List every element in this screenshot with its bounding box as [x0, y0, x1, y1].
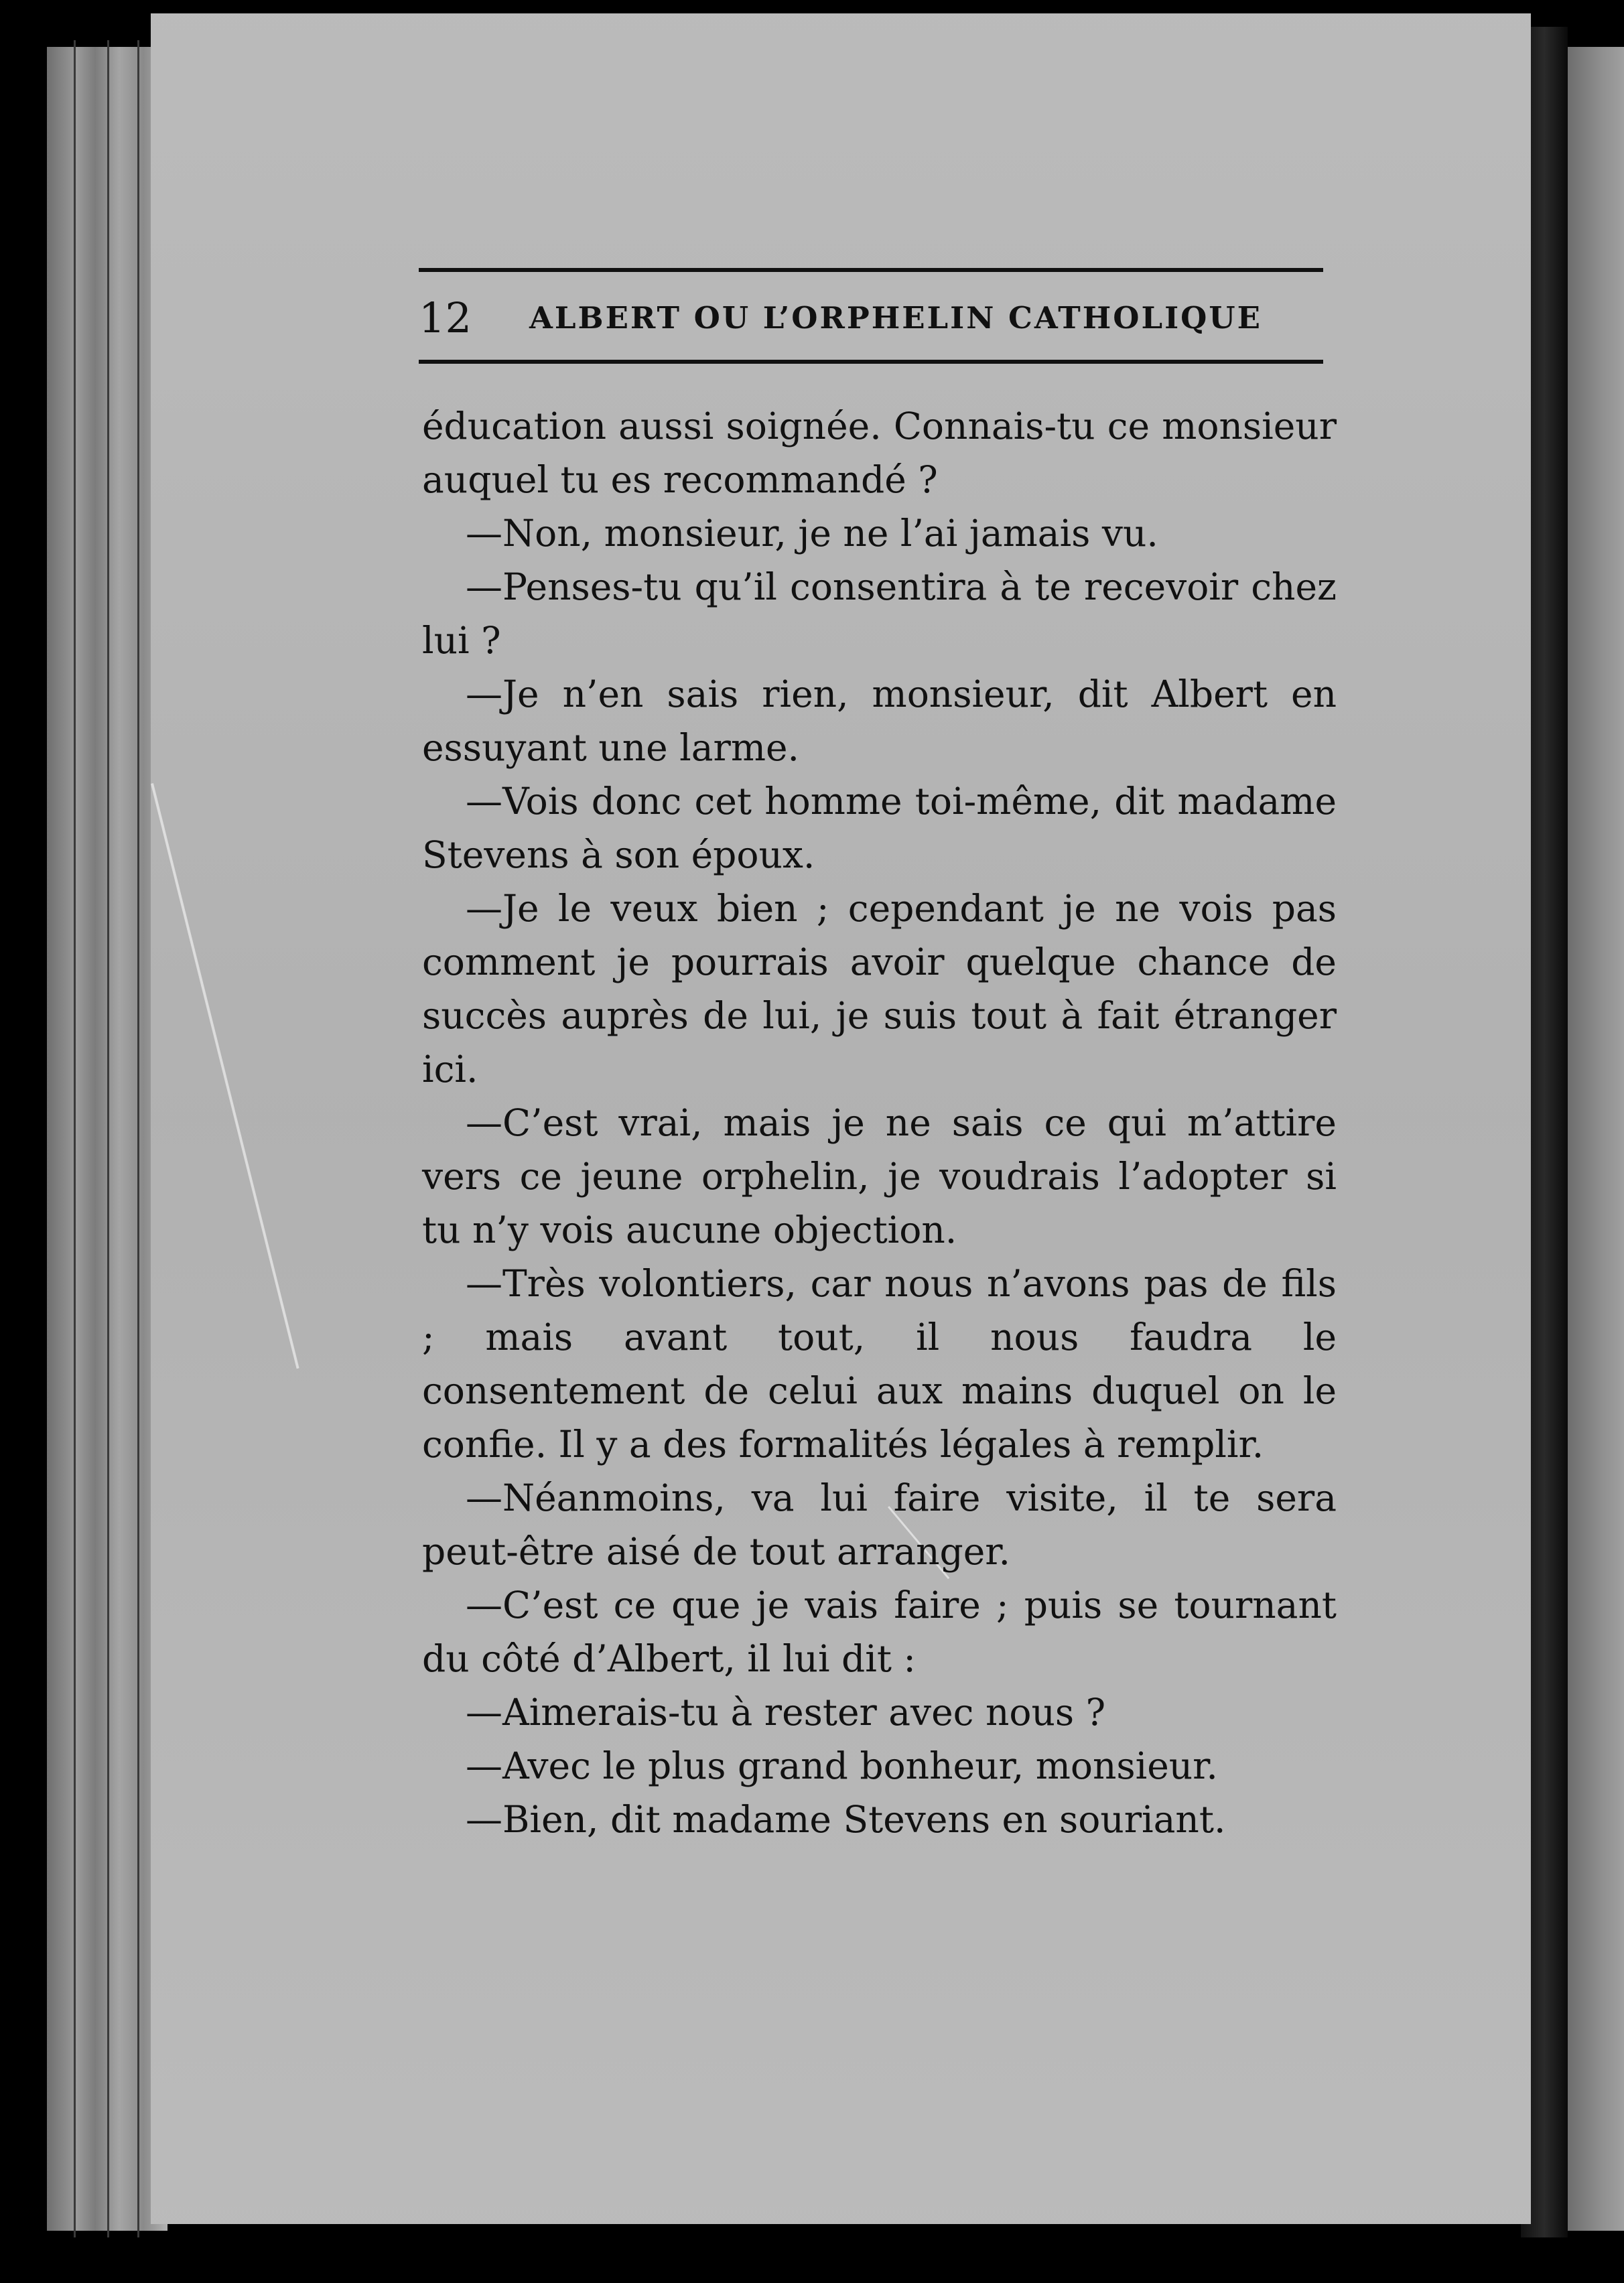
facing-page-edge: [1568, 47, 1624, 2231]
paragraph: —Non, monsieur, je ne l’ai jamais vu.: [466, 512, 1158, 555]
paragraph: —Bien, dit madame Stevens en souriant.: [466, 1798, 1226, 1841]
body-text: [422, 399, 1337, 1846]
paragraph: —C’est vrai, mais je ne sais ce qui m’attire vers ce jeune orphelin, je voudrais l’adopter si tu n’y vois aucune objection.: [422, 1101, 1337, 1251]
paragraph: éducation aussi soignée. Connais-tu ce monsieur auquel tu es recommandé ?: [422, 405, 1337, 501]
running-header: [419, 288, 1323, 348]
running-title: ALBERT OU L’ORPHELIN CATHOLIQUE: [529, 300, 1262, 336]
paragraph: —Néanmoins, va lui faire visite, il te sera peut-être aisé de tout arranger.: [422, 1476, 1337, 1573]
page-stack-line: [137, 40, 139, 2237]
page-number: 12: [419, 293, 472, 342]
paragraph: —Avec le plus grand bonheur, monsieur.: [466, 1744, 1218, 1787]
page-stack-line: [107, 40, 109, 2237]
header-rule-top: [419, 268, 1323, 272]
page-stack-line: [74, 40, 76, 2237]
paragraph: —Je le veux bien ; cependant je ne vois pas comment je pourrais avoir quelque chance de succès auprès de lui, je suis tout à fait étranger ici.: [422, 887, 1337, 1091]
paragraph: —Je n’en sais rien, monsieur, dit Albert en essuyant une larme.: [422, 673, 1337, 769]
paragraph: —C’est ce que je vais faire ; puis se tournant du côté d’Albert, il lui dit :: [422, 1584, 1337, 1680]
scan-scratch: [151, 783, 299, 1369]
paragraph: —Aimerais-tu à rester avec nous ?: [466, 1691, 1106, 1734]
paragraph: —Vois donc cet homme toi-même, dit madame Stevens à son époux.: [422, 780, 1337, 876]
paragraph: —Très volontiers, car nous n’avons pas de fils ; mais avant tout, il nous faudra le consentement de celui aux mains duquel on le confie. Il y a des formalités légales à remplir.: [422, 1262, 1337, 1466]
paragraph: —Penses-tu qu’il consentira à te recevoir chez lui ?: [422, 565, 1337, 662]
header-rule-bottom: [419, 360, 1323, 364]
